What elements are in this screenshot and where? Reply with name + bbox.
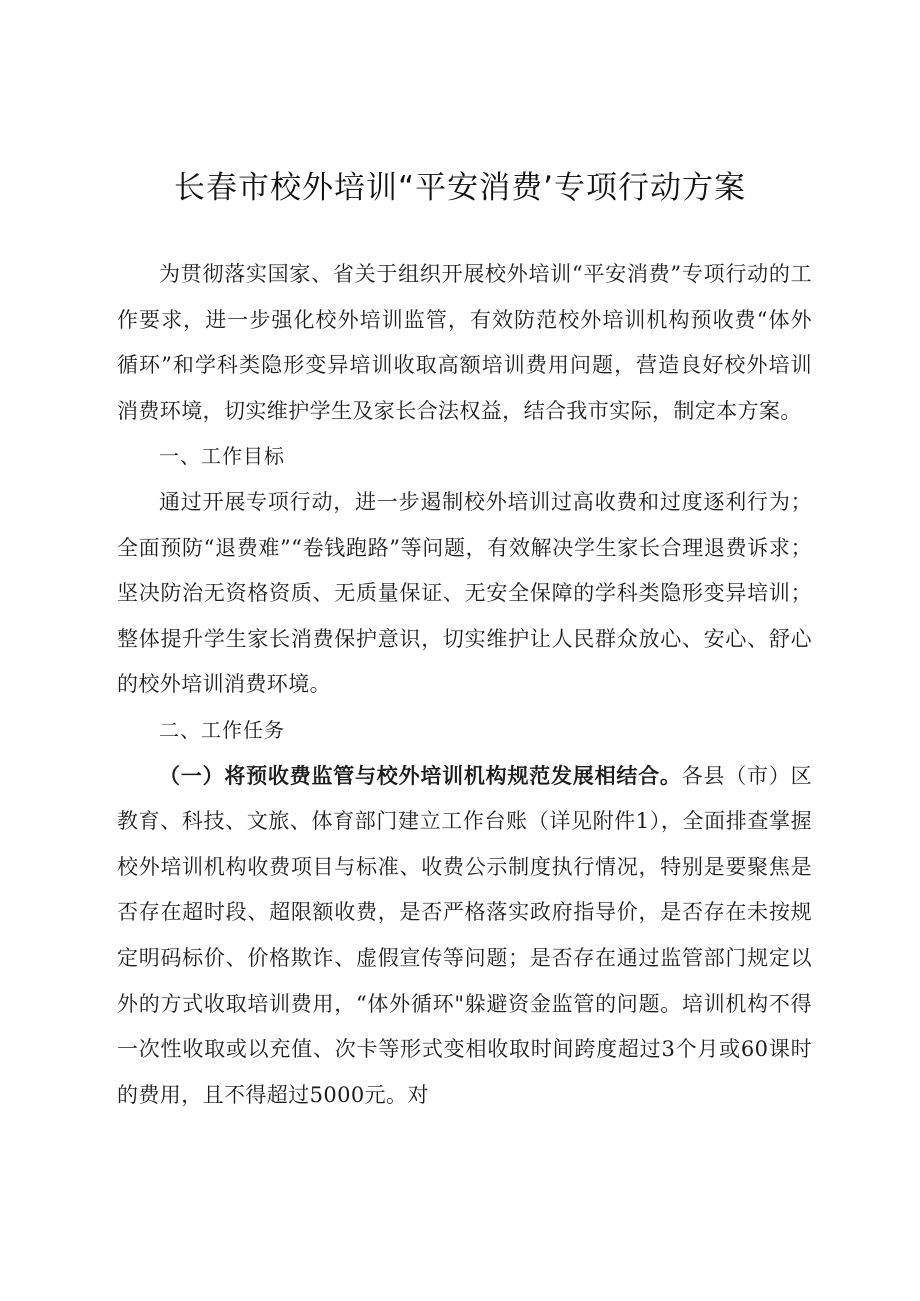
section-heading-tasks: 二、工作任务 (159, 717, 285, 742)
task-item-lead: （一）将预收费监管与校外培训机构规范发展相结合。 (159, 763, 682, 788)
goals-paragraph: 通过开展专项行动，进一步遏制校外培训过高收费和过度逐利行为；全面预防“退费难”“卷钱跑路”等问题，有效解决学生家长合理退费诉求；坚决防治无资格资质、无质量保证、无安全保障的学科类隐形变异培训；整体提升学生家长消费保护意识，切实维护让人民群众放心、安心、舒心的校外培训消费环境。 (117, 489, 812, 697)
section-heading-goals: 一、工作目标 (159, 444, 285, 469)
document-body (117, 252, 812, 1118)
task-item-paragraph (117, 754, 812, 1119)
task-item-text: 各县（市）区教育、科技、文旅、体育部门建立工作台账（详见附件1），全面排查掌握校外培训机构收费项目与标准、收费公示制度执行情况，特别是要聚焦是否存在超时段、超限额收费，是否严格落实政府指导价，是否存在未按规定明码标价、价格欺诈、虚假宣传等问题；是否存在通过监管部门规定以外的方式收取培训费用，“体外循环"躲避资金监管的问题。培训机构不得一次性收取或以充值、次卡等形式变相收取时间跨度超过3个月或60课时的费用，且不得超过5000元。对 (117, 763, 812, 1107)
document-title: 长春市校外培训“平安消费’专项行动方案 (174, 170, 746, 206)
intro-paragraph: 为贯彻落实国家、省关于组织开展校外培训“平安消费”专项行动的工作要求，进一步强化校外培训监管，有效防范校外培训机构预收费“体外循环”和学科类隐形变异培训收取高额培训费用问题，营造良好校外培训消费环境，切实维护学生及家长合法权益，结合我市实际，制定本方案。 (117, 262, 812, 423)
